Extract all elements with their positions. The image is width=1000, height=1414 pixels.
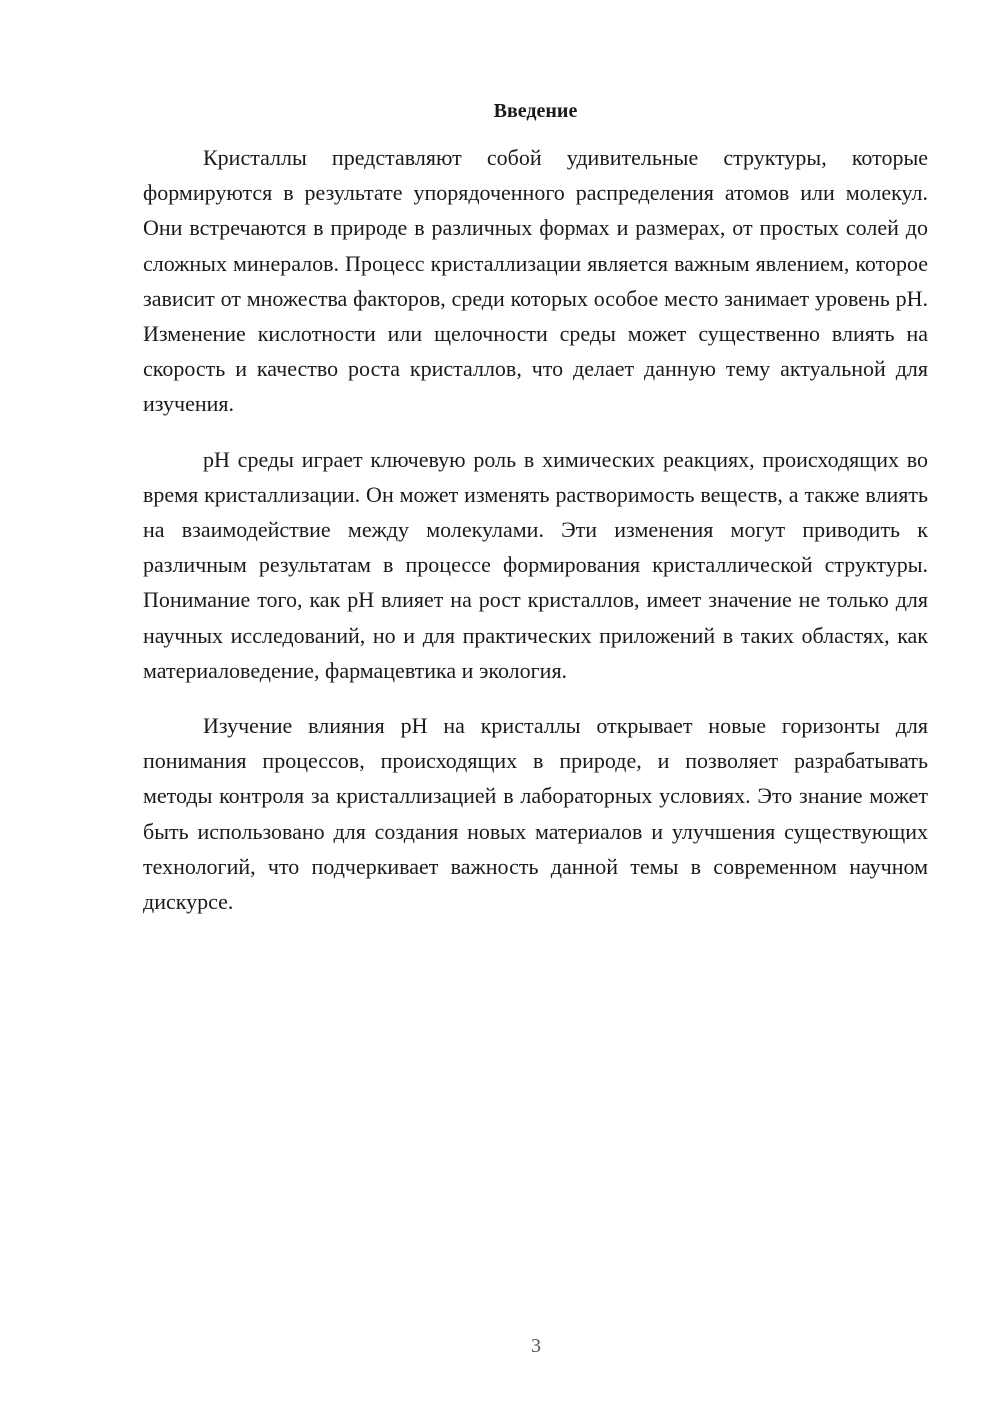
paragraph-2: pH среды играет ключевую роль в химических реакциях, происходящих во время кристаллизации. Он может изменять растворимость веществ, а также влиять на взаимодействие между молекулами. Эти изменения могут приводить к различным результатам в процессе формирования кристаллической структуры. Понимание того, как pH влияет на рост кристаллов, имеет значение не только для научных исследований, но и для практических приложений в таких областях, как материаловедение, фармацевтика и экология. [143,446,928,683]
paragraph-1: Кристаллы представляют собой удивительные структуры, которые формируются в результате упорядоченного распределения атомов или молекул. Они встречаются в природе в различных формах и размерах, от простых солей до сложных минералов. Процесс кристаллизации является важным явлением, которое зависит от множества факторов, среди которых особое место занимает уровень pH. Изменение кислотности или щелочности среды может существенно влиять на скорость и качество роста кристаллов, что делает данную тему актуальной для изучения. [143,145,928,417]
page-content [143,96,928,939]
paragraph-3: Изучение влияния pH на кристаллы открывает новые горизонты для понимания процессов, происходящих в природе, и позволяет разрабатывать методы контроля за кристаллизацией в лабораторных условиях. Это знание может быть использовано для создания новых материалов и улучшения существующих технологий, что подчеркивает важность данной темы в современном научном дискурсе. [143,713,928,915]
section-heading: Введение [493,100,578,122]
page-number: 3 [531,1335,541,1357]
